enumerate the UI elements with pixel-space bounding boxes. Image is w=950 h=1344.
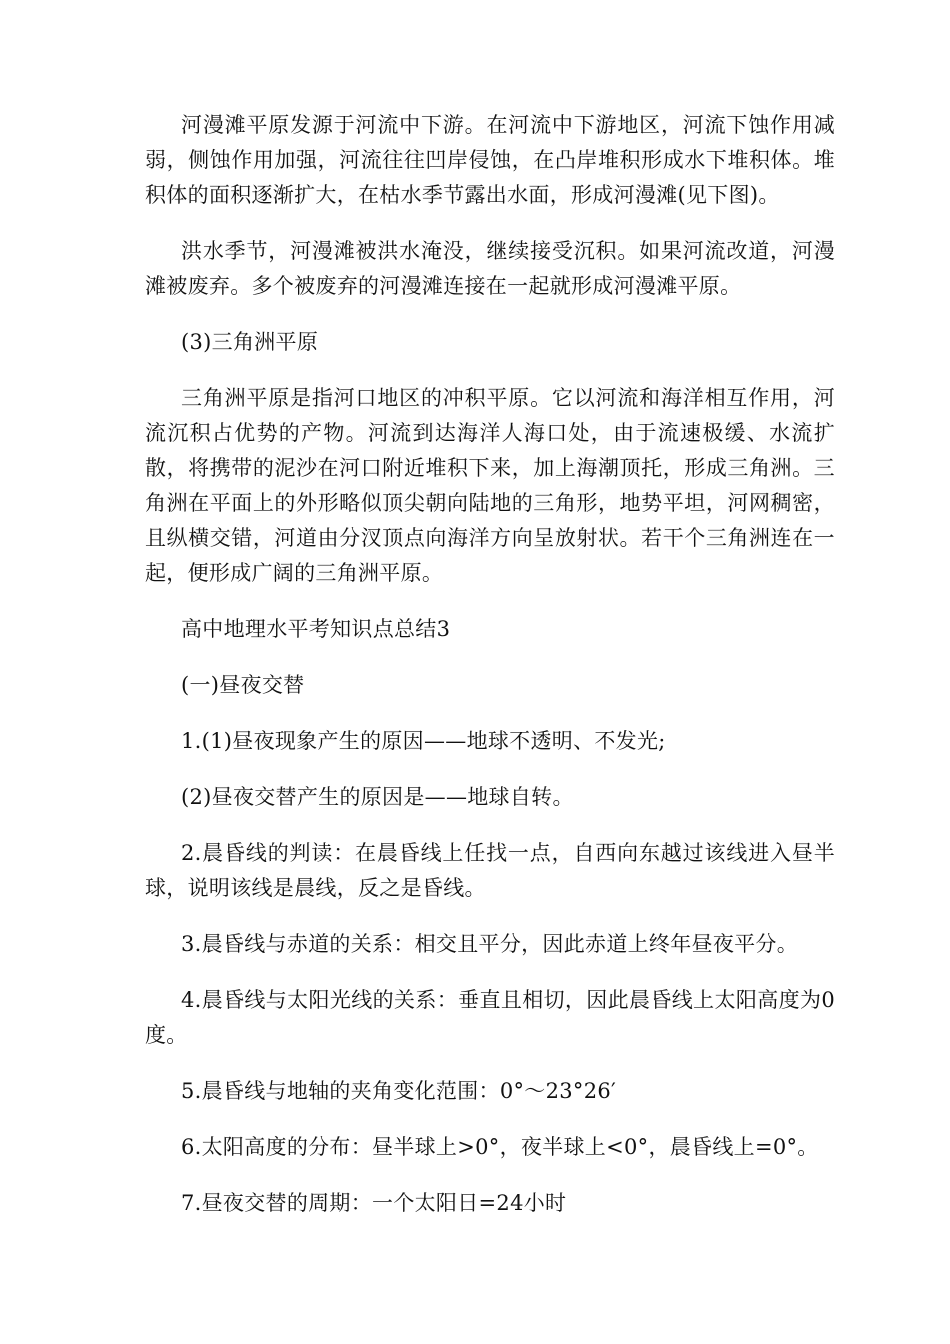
list-item-1-2: (2)昼夜交替产生的原因是——地球自转。 [181, 785, 574, 809]
list-item-4: 4.晨昏线与太阳光线的关系：垂直且相切，因此晨昏线上太阳高度为0度。 [145, 988, 835, 1047]
list-item-1: 1.(1)昼夜现象产生的原因——地球不透明、不发光; [181, 729, 666, 753]
heading-day-night: (一)昼夜交替 [181, 673, 305, 697]
list-item-3: 3.晨昏线与赤道的关系：相交且平分，因此赤道上终年昼夜平分。 [181, 932, 799, 956]
document-body [145, 108, 835, 1242]
list-item-2: 2.晨昏线的判读：在晨昏线上任找一点，自西向东越过该线进入昼半球，说明该线是晨线，反之是昏线。 [145, 841, 835, 900]
paragraph-delta-plain: 三角洲平原是指河口地区的冲积平原。它以河流和海洋相互作用，河流沉积占优势的产物。河流到达海洋人海口处，由于流速极缓、水流扩散，将携带的泥沙在河口附近堆积下来，加上海潮顶托，形成三角洲。三角洲在平面上的外形略似顶尖朝向陆地的三角形，地势平坦，河网稠密，且纵横交错，河道由分汊顶点向海洋方向呈放射状。若干个三角洲连在一起，便形成广阔的三角洲平原。 [145, 386, 835, 585]
heading-summary-3: 高中地理水平考知识点总结3 [181, 617, 451, 641]
heading-delta-plain: (3)三角洲平原 [181, 330, 319, 354]
list-item-6: 6.太阳高度的分布：昼半球上>0°，夜半球上<0°，晨昏线上=0°。 [181, 1135, 819, 1159]
paragraph-floodplain-origin: 河漫滩平原发源于河流中下游。在河流中下游地区，河流下蚀作用减弱，侧蚀作用加强，河流往往凹岸侵蚀，在凸岸堆积形成水下堆积体。堆积体的面积逐渐扩大，在枯水季节露出水面，形成河漫滩(见下图)。 [145, 113, 835, 207]
list-item-5: 5.晨昏线与地轴的夹角变化范围：0°～23°26′ [181, 1079, 617, 1103]
list-item-7: 7.昼夜交替的周期：一个太阳日=24小时 [181, 1191, 567, 1215]
paragraph-flood-season: 洪水季节，河漫滩被洪水淹没，继续接受沉积。如果河流改道，河漫滩被废弃。多个被废弃的河漫滩连接在一起就形成河漫滩平原。 [145, 239, 835, 298]
